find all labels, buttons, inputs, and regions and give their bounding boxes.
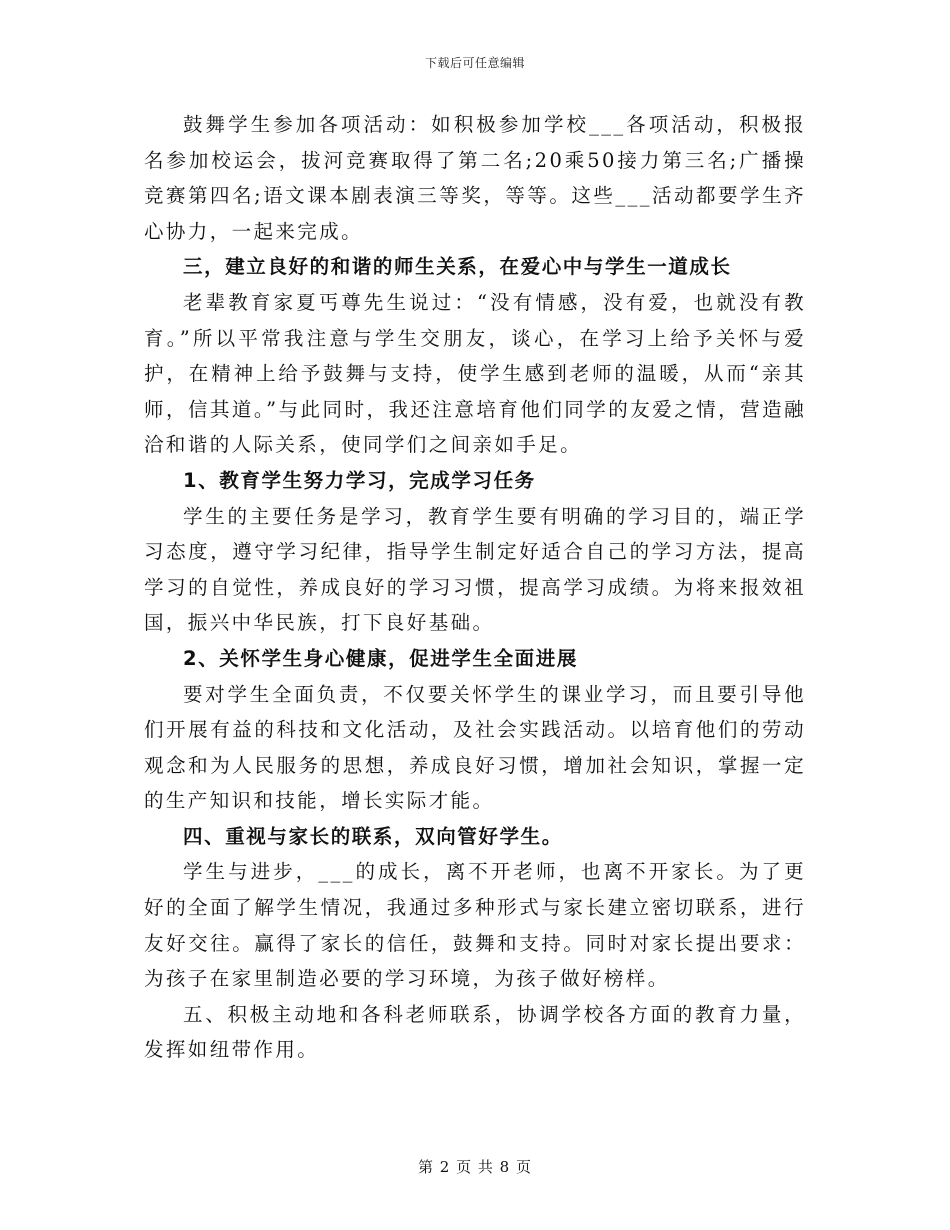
document-body: [144, 107, 806, 1068]
paragraph-activities: 鼓舞学生参加各项活动：如积极参加学校___各项活动，积极报名参加校运会，拔河竞赛取得了第二名;20乘50接力第三名;广播操竞赛第四名;语文课本剧表演三等奖，等等。这些___活动都要学生齐心协力，一起来完成。: [144, 113, 806, 243]
heading-parent-contact: 四、重视与家长的联系，双向管好学生。: [183, 824, 563, 848]
paragraph-study-tasks: 学生的主要任务是学习，教育学生要有明确的学习目的，端正学习态度，遵守学习纪律，指导学生制定好适合自己的学习方法，提高学习的自觉性，养成良好的学习习惯，提高学习成绩。为将来报效祖国，振兴中华民族，打下良好基础。: [144, 504, 806, 635]
page-number-footer: 第 2 页 共 8 页: [418, 1158, 532, 1176]
paragraph-love-education: 老辈教育家夏丐尊先生说过：“没有情感，没有爱，也就没有教育。”所以平常我注意与学生交朋友，谈心，在学习上给予关怀与爱护，在精神上给予鼓舞与支持，使学生感到老师的温暖，从而“亲其师，信其道。”与此同时，我还注意培育他们同学的友爱之情，营造融洽和谐的人际关系，使同学们之间亲如手足。: [144, 290, 806, 457]
paragraph-health-development: 要对学生全面负责，不仅要关怀学生的课业学习，而且要引导他们开展有益的科技和文化活动，及社会实践活动。以培育他们的劳动观念和为人民服务的思想，养成良好习惯，增加社会知识，掌握一定的生产知识和技能，增长实际才能。: [144, 682, 806, 813]
header-note: 下载后可任意编辑: [424, 56, 525, 70]
heading-teacher-student-relationship: 三，建立良好的和谐的师生关系，在爱心中与学生一道成长: [183, 255, 732, 279]
heading-health-development: 2、关怀学生身心健康，促进学生全面进展: [183, 646, 578, 670]
paragraph-teacher-coordination: 五、积极主动地和各科老师联系，协调学校各方面的教育力量，发挥如纽带作用。: [144, 1002, 806, 1062]
heading-study-tasks: 1、教育学生努力学习，完成学习任务: [183, 468, 536, 492]
paragraph-parent-contact: 学生与进步，___的成长，离不开老师，也离不开家长。为了更好的全面了解学生情况，我通过多种形式与家长建立密切联系，进行友好交往。赢得了家长的信任，鼓舞和支持。同时对家长提出要求：为孩子在家里制造必要的学习环境，为孩子做好榜样。: [144, 860, 806, 991]
